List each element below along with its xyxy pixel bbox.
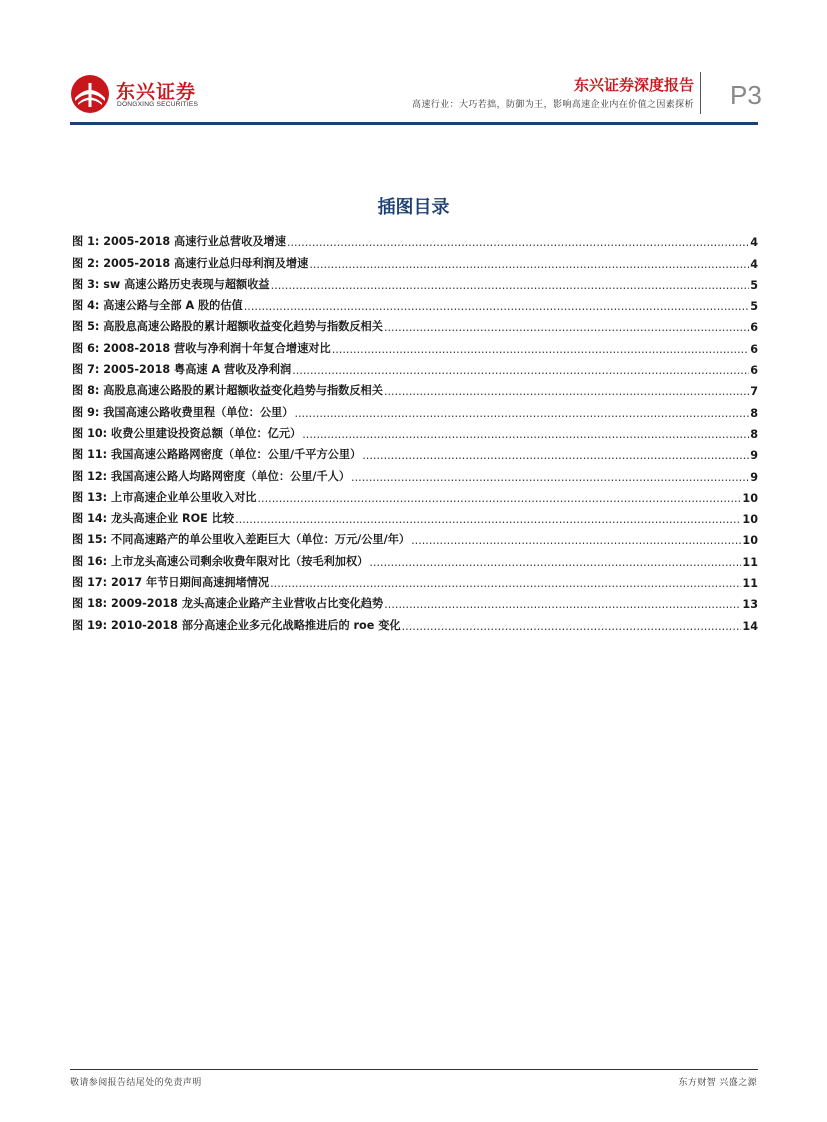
toc-entry[interactable] — [72, 569, 758, 590]
toc-heading: 插图目录 — [377, 197, 450, 218]
toc-entry[interactable] — [72, 356, 758, 377]
toc-entry-label: 图 6: 2008-2018 营收与净利润十年复合增速对比 — [72, 341, 331, 355]
toc-entry[interactable] — [72, 271, 758, 292]
toc-entry[interactable] — [72, 313, 758, 334]
toc-dot-leader — [384, 598, 741, 611]
toc-entry-label: 图 14: 龙头高速企业 ROE 比较 — [72, 512, 235, 526]
toc-entry-page: 5 — [750, 300, 758, 314]
toc-dot-leader — [302, 428, 749, 441]
toc-entry-label: 图 17: 2017 年节日期间高速拥堵情况 — [72, 576, 270, 590]
toc-entry-page: 6 — [750, 364, 758, 378]
toc-entry[interactable] — [72, 398, 758, 419]
toc-entry[interactable] — [72, 334, 758, 355]
toc-dot-leader — [369, 556, 741, 569]
toc-entry[interactable] — [72, 611, 758, 632]
toc-entry-label: 图 5: 高股息高速公路股的累计超额收益变化趋势与指数反相关 — [72, 320, 383, 334]
toc-entry-label: 图 15: 不同高速路产的单公里收入差距巨大（单位：万元/公里/年） — [72, 533, 411, 547]
toc-entry-page: 10 — [742, 491, 758, 505]
toc-entry-label: 图 7: 2005-2018 粤高速 A 营收及净利润 — [72, 363, 292, 377]
toc-entry[interactable] — [72, 462, 758, 483]
toc-dot-leader — [309, 258, 749, 271]
disclaimer-note: 敬请参阅报告结尾处的免责声明 — [70, 1078, 202, 1088]
toc-entry-page: 11 — [742, 577, 758, 591]
toc-entry-label: 图 11: 我国高速公路路网密度（单位：公里/千平方公里） — [72, 448, 362, 462]
logo-chinese-name: 东兴证券 — [116, 81, 197, 103]
toc-entry-label: 图 19: 2010-2018 部分高速企业多元化战略推进后的 roe 变化 — [72, 618, 401, 632]
toc-entry-label: 图 13: 上市高速企业单公里收入对比 — [72, 490, 257, 504]
toc-entry-page: 6 — [750, 321, 758, 335]
toc-entry-label: 图 1: 2005-2018 高速行业总营收及增速 — [72, 235, 286, 249]
toc-entry-label: 图 2: 2005-2018 高速行业总归母利润及增速 — [72, 256, 309, 270]
header-divider — [700, 72, 701, 114]
toc-entry-label: 图 8: 高股息高速公路股的累计超额收益变化趋势与指数反相关 — [72, 384, 383, 398]
toc-dot-leader — [402, 620, 742, 633]
toc-entry-page: 10 — [742, 534, 758, 548]
figure-list — [72, 228, 758, 633]
toc-entry[interactable] — [72, 228, 758, 249]
toc-dot-leader — [332, 343, 750, 356]
toc-dot-leader — [271, 279, 750, 292]
header-rule — [70, 122, 758, 125]
toc-entry-page: 5 — [750, 278, 758, 292]
toc-dot-leader — [287, 236, 749, 249]
company-slogan: 东方财智 兴盛之源 — [678, 1078, 757, 1088]
toc-entry-page: 9 — [750, 470, 758, 484]
toc-entry[interactable] — [72, 377, 758, 398]
toc-entry-page: 4 — [750, 257, 758, 271]
report-title: 东兴证券深度报告 — [573, 76, 694, 94]
toc-dot-leader — [270, 577, 741, 590]
logo-english-name: DONGXING SECURITIES — [117, 101, 199, 108]
toc-dot-leader — [384, 385, 749, 398]
toc-entry[interactable] — [72, 249, 758, 270]
toc-entry[interactable] — [72, 441, 758, 462]
toc-entry[interactable] — [72, 292, 758, 313]
toc-entry-page: 10 — [742, 513, 758, 527]
toc-entry-page: 13 — [742, 598, 758, 612]
toc-entry[interactable] — [72, 484, 758, 505]
dongxing-logo-icon — [70, 74, 110, 114]
report-subtitle: 高速行业：大巧若拙，防御为王，影响高速企业内在价值之因素探析 — [411, 100, 694, 110]
toc-dot-leader — [362, 449, 749, 462]
toc-entry-label: 图 3: sw 高速公路历史表现与超额收益 — [72, 277, 270, 291]
toc-entry-label: 图 4: 高速公路与全部 A 股的估值 — [72, 299, 243, 313]
toc-dot-leader — [294, 407, 749, 420]
company-logo — [70, 74, 230, 114]
toc-dot-leader — [257, 492, 741, 505]
toc-entry-page: 14 — [742, 619, 758, 633]
toc-dot-leader — [244, 300, 749, 313]
toc-entry-label: 图 12: 我国高速公路人均路网密度（单位：公里/千人） — [72, 469, 351, 483]
toc-entry-label: 图 16: 上市龙头高速公司剩余收费年限对比（按毛利加权） — [72, 554, 369, 568]
toc-dot-leader — [235, 513, 741, 526]
page-number: P3 — [730, 80, 762, 110]
toc-entry-page: 8 — [750, 427, 758, 441]
toc-entry[interactable] — [72, 420, 758, 441]
toc-entry[interactable] — [72, 590, 758, 611]
toc-entry-page: 8 — [750, 406, 758, 420]
toc-entry-page: 7 — [750, 385, 758, 399]
footer-rule — [70, 1069, 758, 1070]
toc-entry[interactable] — [72, 526, 758, 547]
toc-entry-page: 4 — [750, 236, 758, 250]
toc-entry-page: 9 — [750, 449, 758, 463]
toc-entry-page: 11 — [742, 555, 758, 569]
toc-entry[interactable] — [72, 505, 758, 526]
toc-dot-leader — [411, 534, 741, 547]
toc-dot-leader — [292, 364, 749, 377]
toc-dot-leader — [351, 471, 749, 484]
toc-entry-label: 图 10: 收费公里建设投资总额（单位：亿元） — [72, 426, 302, 440]
toc-entry-label: 图 9: 我国高速公路收费里程（单位：公里） — [72, 405, 294, 419]
toc-entry-page: 6 — [750, 342, 758, 356]
toc-dot-leader — [384, 321, 749, 334]
toc-entry-label: 图 18: 2009-2018 龙头高速企业路产主业营收占比变化趋势 — [72, 597, 384, 611]
toc-entry[interactable] — [72, 547, 758, 568]
